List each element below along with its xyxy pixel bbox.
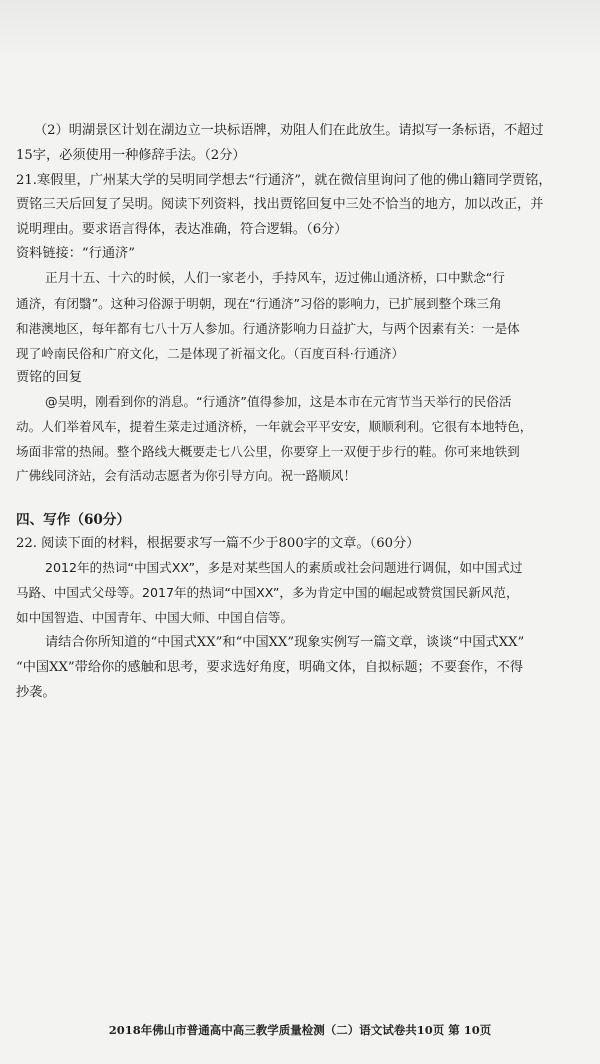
page-footer: 2018年佛山市普通高中高三教学质量检测（二）语文试卷共10页 第 10页 [108, 1023, 492, 1037]
q22-prompt: 22. 阅读下面的材料，根据要求写一篇不少于800字的文章。（60分） [16, 536, 420, 551]
section4-heading: 四、写作（60分） [16, 512, 131, 528]
q21-material-label: 资料链接：“行通济” [16, 246, 135, 261]
q21-reply-line4: 广佛线同济站，会有活动志愿者为你引导方向。祝一路顺风！ [16, 468, 357, 483]
scan-shading [0, 0, 600, 60]
q21-prompt-line2: 贾铭三天后回复了吴明。阅读下列资料，找出贾铭回复中三处不恰当的地方，加以改正，并 [16, 197, 544, 212]
q22-requirement-line2: “中国XX”带给你的感触和思考，要求选好角度，明确文体，自拟标题；不要套作，不得 [16, 660, 524, 675]
q20-part2-line2: 15字，必须使用一种修辞手法。（2分） [16, 148, 246, 163]
q22-requirement-line1: 请结合你所知道的“中国式XX”和“中国XX”现象实例写一篇文章，谈谈“中国式XX” [45, 635, 525, 650]
q21-material-line4: 现了岭南民俗和广府文化，二是体现了祈福文化。（百度百科·行通济） [16, 346, 405, 361]
q21-reply-line3: 场面非常的热闹。整个路线大概要走七八公里，你要穿上一双便于步行的鞋。你可来地铁到 [16, 444, 520, 459]
q21-reply-line1: @吴明，刚看到你的消息。“行通济”值得参加，这是本市在元宵节当天举行的民俗活 [45, 394, 512, 409]
q22-material-line2: 马路、中国式父母等。2017年的热词“中国XX”，多为肯定中国的崛起或赞赏国民新风范， [16, 585, 519, 600]
q21-prompt-line1: 21.寒假里，广州某大学的吴明同学想去“行通济”，就在微信里询问了他的佛山籍同学贾铭， [16, 173, 552, 188]
q21-prompt-line3: 说明理由。要求语言得体，表达准确，符合逻辑。（6分） [16, 222, 348, 237]
q20-part2-line1: （2）明湖景区计划在湖边立一块标语牌，劝阻人们在此放生。请拟写一条标语，不超过 [34, 123, 544, 138]
q22-material-line3: 如中国智造、中国青年、中国大师、中国自信等。 [16, 610, 294, 625]
q21-material-line3: 和港澳地区，每年都有七八十万人参加。行通济影响力日益扩大，与两个因素有关：一是体 [16, 321, 520, 336]
q21-material-line1: 正月十五、十六的时候，人们一家老小，手持风车，迈过佛山通济桥，口中默念“行 [45, 270, 505, 285]
q21-reply-label: 贾铭的回复 [16, 370, 82, 385]
q22-material-line1: 2012年的热词“中国式XX”，多是对某些国人的素质或社会问题进行调侃，如中国式过 [45, 560, 523, 575]
q21-reply-line2: 动。人们举着风车，提着生菜走过通济桥，一年就会平平安安，顺顺利利。它很有本地特色， [16, 419, 533, 434]
q21-material-line2: 通济，有闭翳”。这种习俗源于明朝，现在“行通济”习俗的影响力，已扩展到整个珠三角 [16, 296, 502, 311]
q22-requirement-line3: 抄袭。 [16, 685, 56, 700]
